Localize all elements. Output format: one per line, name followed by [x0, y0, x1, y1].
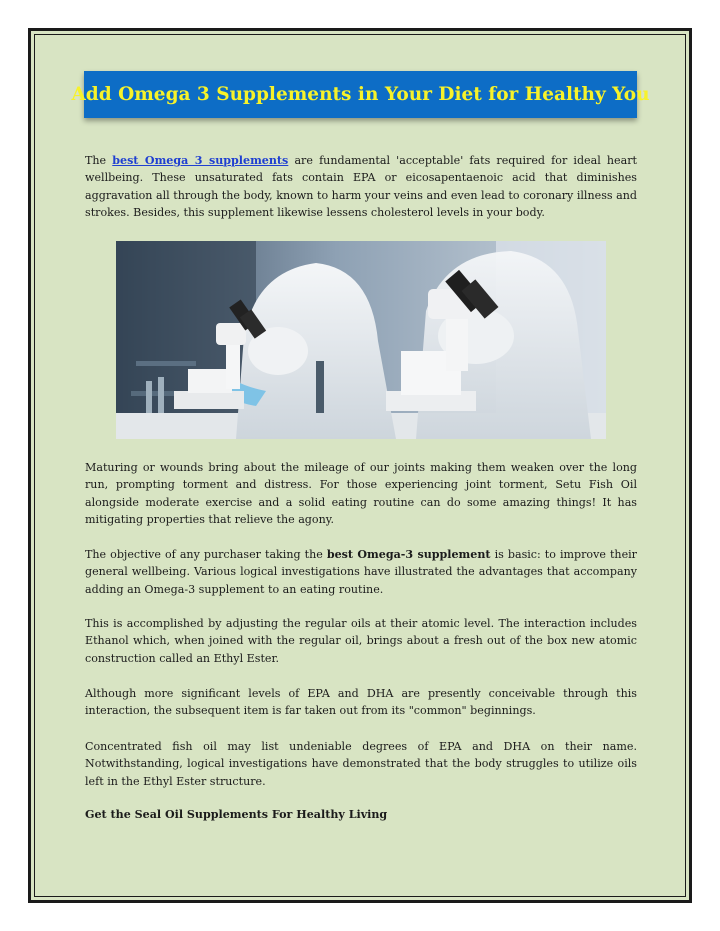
paragraph-5: Concentrated fish oil may list undeniable degrees of EPA and DHA on their name. Notwithstanding, logical investigations have demonstrated that the body struggles to utilize oils left in the Ethyl Ester structure. — [85, 740, 637, 788]
paragraph-2-bold: best Omega-3 supplement — [326, 548, 491, 561]
intro-lead: The — [85, 154, 113, 167]
intro-rest: are fundamental 'acceptable' fats required for ideal heart wellbeing. These unsaturated fats contain EPA or eicosapentaenoic acid that diminishes aggravation all through the body, known to harm your veins and even lead to coronary illness and strokes. Besides, this supplement likewise lessens cholesterol levels in your body. — [85, 154, 637, 220]
lab-photo — [116, 241, 606, 439]
page-title: Add Omega 3 Supplements in Your Diet for Healthy You — [71, 84, 650, 105]
document-page — [28, 28, 692, 903]
paragraph-4: Although more significant levels of EPA and DHA are presently conceivable through this interaction, the subsequent item is far taken out from its "common" beginnings. — [85, 687, 637, 718]
paragraph-3: This is accomplished by adjusting the regular oils at their atomic level. The interaction includes Ethanol which, when joined with the regular oil, brings about a fresh out of the box new atomic construction called an Ethyl Ester. — [85, 617, 637, 665]
paragraph-2 — [85, 546, 637, 598]
intro-paragraph — [85, 152, 637, 222]
paragraph-1: Maturing or wounds bring about the mileage of our joints making them weaken over the long run, prompting torment and distress. For those experiencing joint torment, Setu Fish Oil alongside moderate exercise and a solid eating routine can do some amazing things! It has mitigating properties that relieve the agony. — [85, 461, 637, 527]
paragraph-2-rest: is basic: to improve their general wellbeing. Various logical investigations have illustrated the advantages that accompany adding an Omega-3 supplement to an eating routine. — [85, 548, 637, 596]
section-heading: Get the Seal Oil Supplements For Healthy Living — [85, 808, 388, 821]
title-banner — [71, 71, 650, 118]
best-omega-3-link[interactable]: best Omega 3 supplements — [112, 154, 289, 167]
paragraph-2-lead: The objective of any purchaser taking the — [85, 548, 327, 561]
